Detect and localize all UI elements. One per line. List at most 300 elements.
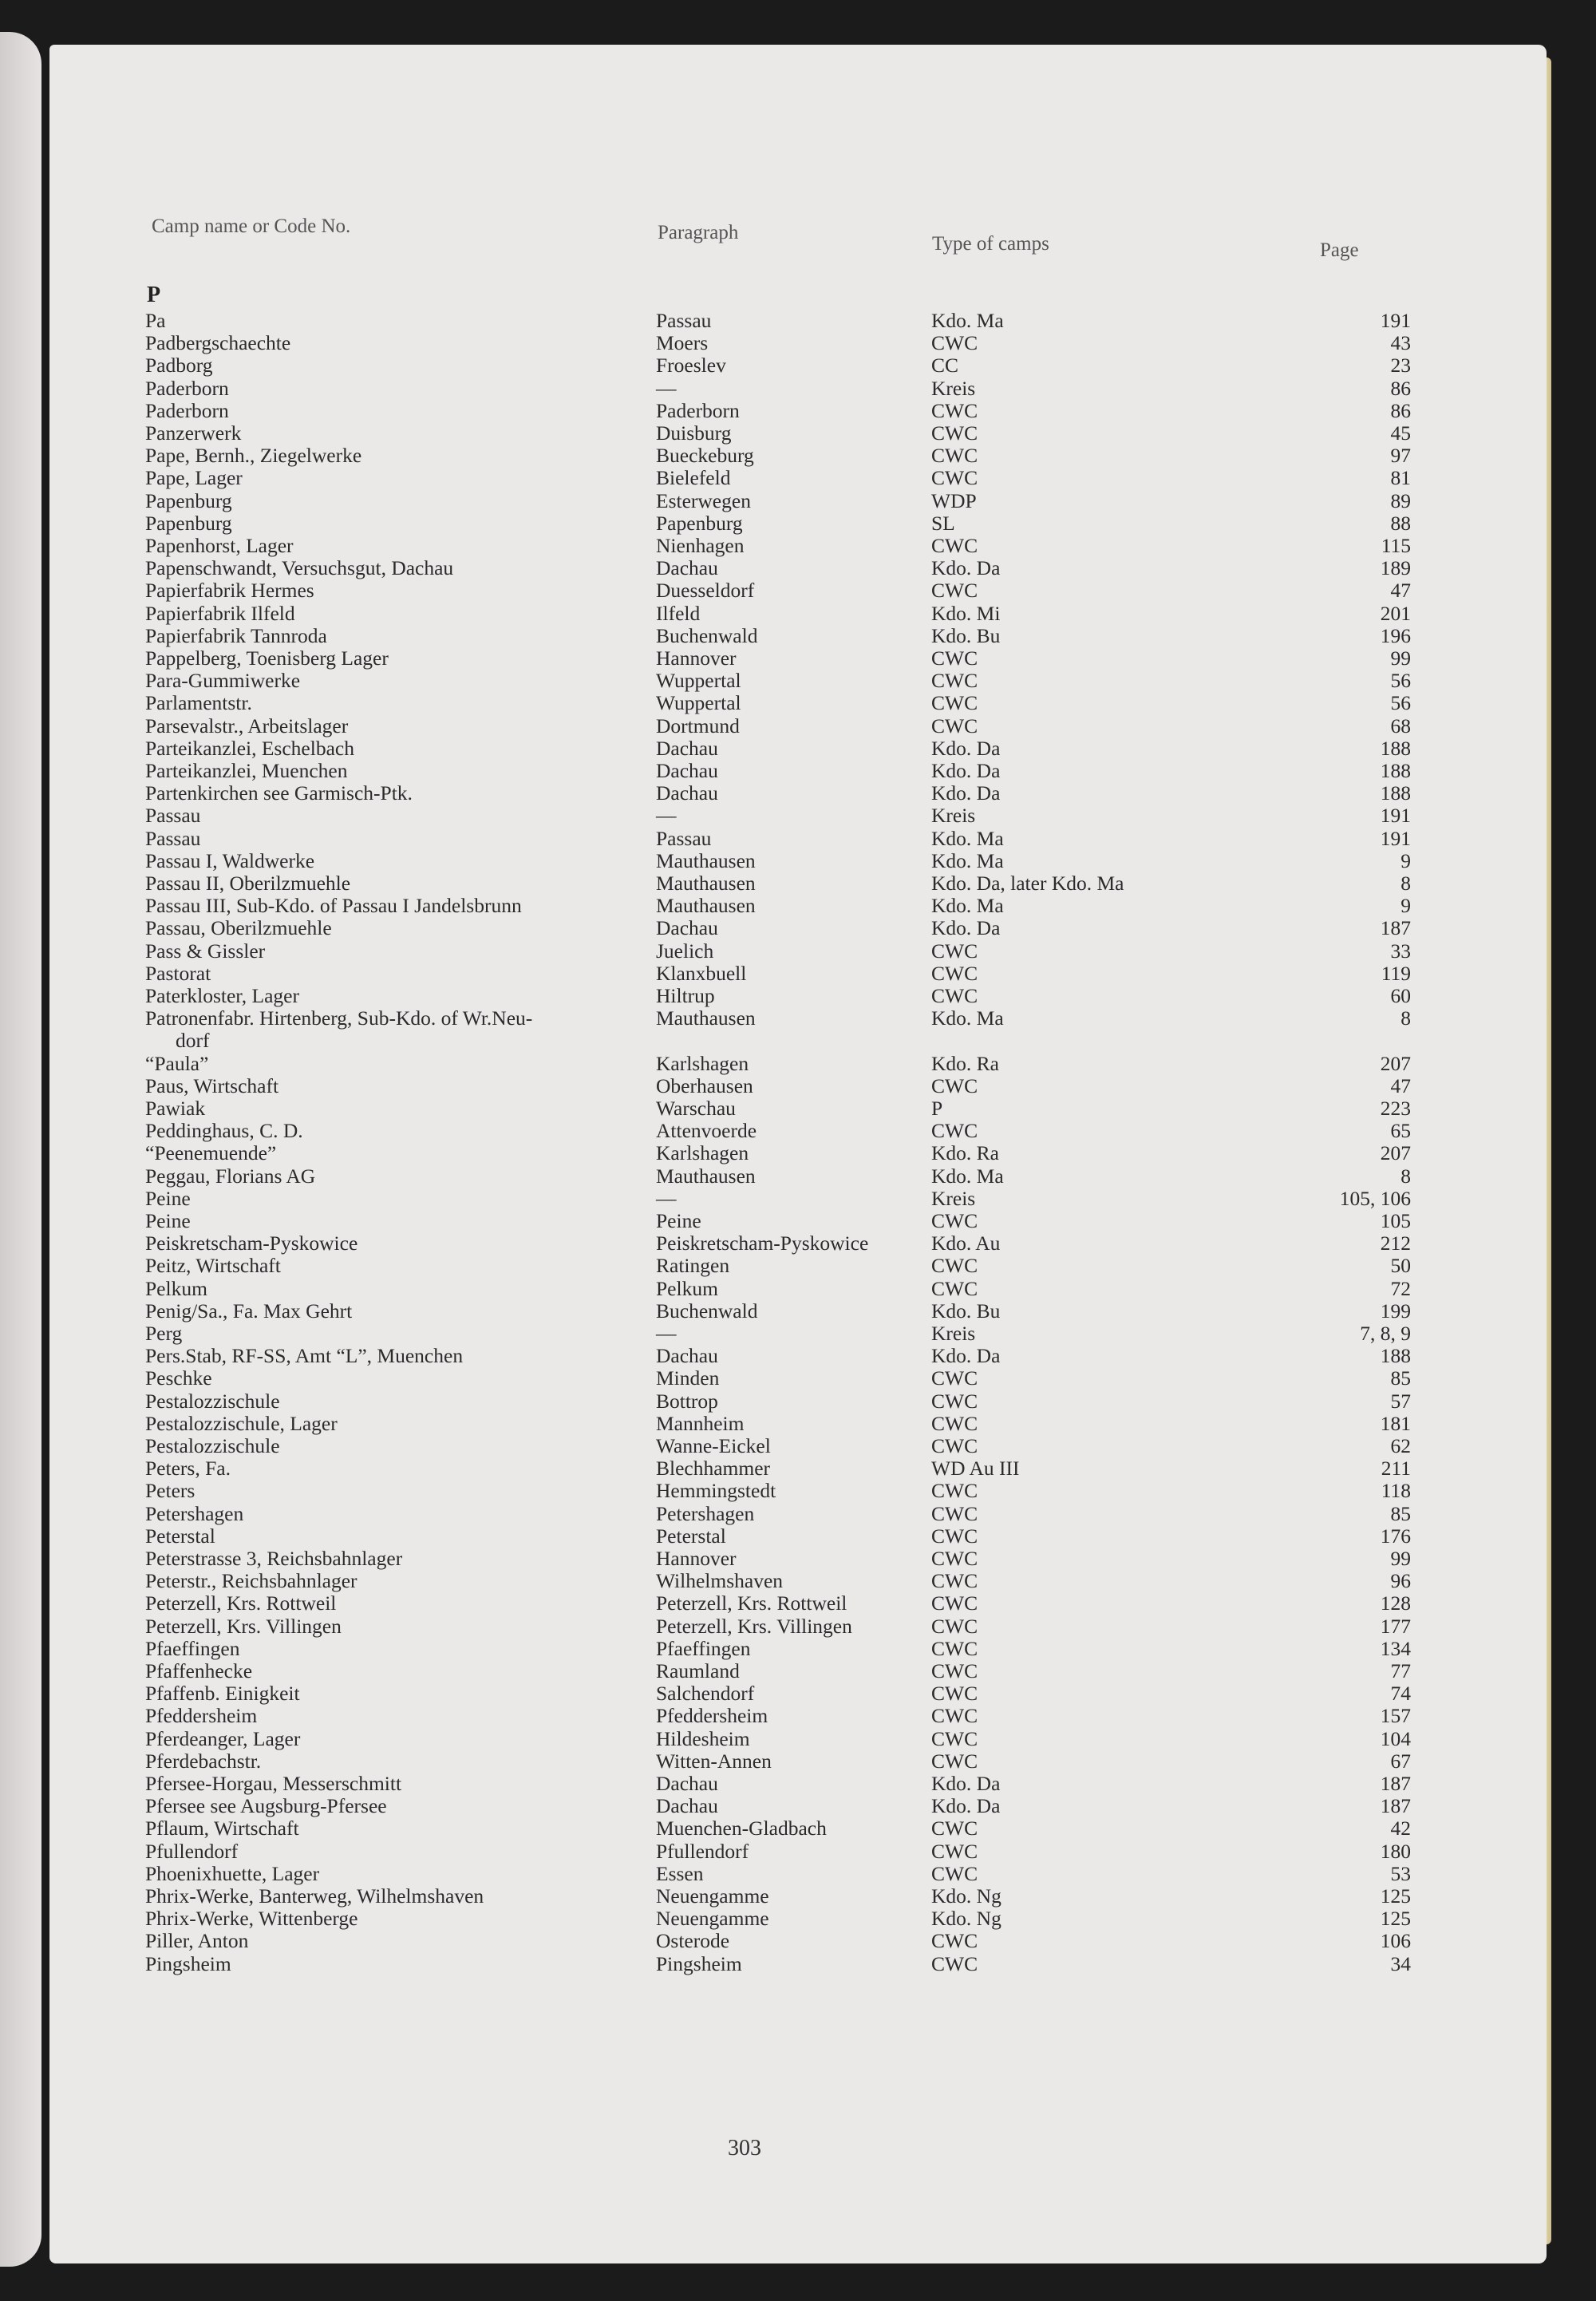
table-row — [49, 332, 1547, 354]
camp-name-cell: “Paula” — [145, 1051, 209, 1075]
page-ref-cell: 8 — [1400, 872, 1411, 895]
table-row — [49, 1728, 1547, 1750]
camp-type-cell: CC — [931, 354, 959, 378]
camp-name-cell: Pape, Lager — [145, 466, 243, 490]
paragraph-cell: Mauthausen — [656, 1006, 756, 1030]
table-row — [49, 512, 1547, 535]
table-row — [49, 1075, 1547, 1097]
table-row — [49, 1638, 1547, 1660]
paragraph-cell: Hannover — [656, 1547, 737, 1570]
camp-name-cell: Pass & Gissler — [145, 939, 266, 963]
camp-name-cell: Peine — [145, 1209, 191, 1232]
camp-type-cell: P — [931, 1097, 943, 1120]
page-ref-cell: 85 — [1390, 1366, 1411, 1390]
camp-name-cell: Pfullendorf — [145, 1839, 239, 1863]
camp-type-cell: CWC — [931, 579, 978, 603]
camp-type-cell: CWC — [931, 669, 978, 693]
camp-type-cell: CWC — [931, 1591, 978, 1615]
table-row — [49, 1232, 1547, 1255]
camp-name-cell: Paderborn — [145, 398, 229, 422]
page-ref-cell: 201 — [1380, 601, 1411, 625]
camp-name-cell: Phrix-Werke, Wittenberge — [145, 1907, 358, 1931]
paragraph-cell: Mauthausen — [656, 894, 756, 918]
paragraph-cell: Passau — [656, 826, 712, 850]
camp-type-cell: Kdo. Da — [931, 916, 1001, 940]
paragraph-cell: Hiltrup — [656, 984, 715, 1007]
camp-name-cell: Passau, Oberilzmuehle — [145, 916, 332, 940]
page-ref-cell: 199 — [1380, 1299, 1411, 1322]
camp-name-cell: Pflaum, Wirtschaft — [145, 1817, 299, 1840]
camp-name-cell: Peine — [145, 1186, 191, 1210]
section-letter: P — [147, 283, 161, 307]
page-ref-cell: 128 — [1380, 1591, 1411, 1615]
paragraph-cell: Wilhelmshaven — [656, 1569, 784, 1593]
paragraph-cell: Mauthausen — [656, 848, 756, 872]
table-row — [49, 1142, 1547, 1164]
camp-type-cell: CWC — [931, 1524, 978, 1548]
table-row — [49, 467, 1547, 489]
table-row — [49, 1840, 1547, 1863]
page-ref-cell: 74 — [1390, 1682, 1411, 1706]
table-row — [49, 1345, 1547, 1367]
camp-name-cell: Papierfabrik Tannroda — [145, 623, 327, 647]
paragraph-cell: Pfaeffingen — [656, 1636, 751, 1660]
camp-name-cell: Peddinghaus, C. D. — [145, 1119, 303, 1143]
table-row — [49, 1908, 1547, 1930]
header-page: Page — [1320, 239, 1359, 261]
page-ref-cell: 43 — [1390, 331, 1411, 355]
camp-type-cell: Kreis — [931, 1186, 976, 1210]
camp-name-cell: Papierfabrik Ilfeld — [145, 601, 295, 625]
camp-name-cell: Papenhorst, Lager — [145, 534, 294, 557]
paragraph-cell: — — [656, 1186, 677, 1210]
paragraph-cell: Pingsheim — [656, 1951, 742, 1975]
page-ref-cell: 99 — [1390, 646, 1411, 670]
page-ref-cell: 81 — [1390, 466, 1411, 490]
page-ref-cell: 47 — [1390, 579, 1411, 603]
table-row — [49, 1120, 1547, 1142]
paragraph-cell: Hemmingstedt — [656, 1479, 776, 1503]
table-row — [49, 445, 1547, 467]
page-ref-cell: 125 — [1380, 1884, 1411, 1908]
paragraph-cell: Peterzell, Krs. Rottweil — [656, 1591, 847, 1615]
camp-name-cell: Pfaffenb. Einigkeit — [145, 1682, 300, 1706]
camp-name-cell: Pfersee-Horgau, Messerschmitt — [145, 1772, 402, 1795]
camp-type-cell: Kdo. Ra — [931, 1051, 999, 1075]
camp-name-cell: Pfersee see Augsburg-Pfersee — [145, 1794, 387, 1818]
camp-name-cell: Paterkloster, Lager — [145, 984, 299, 1007]
camp-type-cell: CWC — [931, 1569, 978, 1593]
table-row — [49, 1953, 1547, 1975]
table-row — [49, 1255, 1547, 1277]
paragraph-cell: Blechhammer — [656, 1457, 771, 1481]
paragraph-cell: Bueckeburg — [656, 444, 754, 468]
page-ref-cell: 7, 8, 9 — [1360, 1322, 1411, 1345]
camp-name-cell: Parteikanzlei, Eschelbach — [145, 736, 354, 760]
camp-name-cell: Patronenfabr. Hirtenberg, Sub-Kdo. of Wr.Neu- — [145, 1006, 533, 1030]
page-ref-cell: 57 — [1390, 1389, 1411, 1413]
camp-name-cell: Peggau, Florians AG — [145, 1164, 316, 1188]
table-row — [49, 1885, 1547, 1908]
camp-type-cell: CWC — [931, 1614, 978, 1638]
table-row — [49, 535, 1547, 557]
paragraph-cell: Duesseldorf — [656, 579, 755, 603]
page-ref-cell: 191 — [1380, 309, 1411, 332]
camp-name-cell: Padborg — [145, 354, 213, 378]
camp-type-cell: CWC — [931, 1119, 978, 1143]
camp-name-cell: Pawiak — [145, 1097, 206, 1120]
table-row — [49, 310, 1547, 332]
paragraph-cell: Buchenwald — [656, 1299, 758, 1322]
camp-name-cell: Peiskretscham-Pyskowice — [145, 1232, 358, 1255]
paragraph-cell: Karlshagen — [656, 1051, 749, 1075]
table-row — [49, 670, 1547, 692]
camp-type-cell: CWC — [931, 1479, 978, 1503]
page-ref-cell: 62 — [1390, 1434, 1411, 1457]
camp-name-cell: Pestalozzischule, Lager — [145, 1411, 338, 1435]
page-ref-cell: 125 — [1380, 1907, 1411, 1931]
table-row — [49, 1592, 1547, 1615]
table-row-continuation — [49, 1030, 1547, 1052]
page-ref-cell: 53 — [1390, 1861, 1411, 1885]
camp-type-cell: CWC — [931, 984, 978, 1007]
camp-name-cell: Pers.Stab, RF-SS, Amt “L”, Muenchen — [145, 1344, 464, 1368]
paragraph-cell: Minden — [656, 1366, 720, 1390]
camp-name-cell: Partenkirchen see Garmisch-Ptk. — [145, 781, 413, 805]
paragraph-cell: Duisburg — [656, 421, 732, 445]
camp-name-cell: Pingsheim — [145, 1951, 231, 1975]
camp-type-cell: Kreis — [931, 804, 976, 828]
page-ref-cell: 97 — [1390, 444, 1411, 468]
camp-type-cell: CWC — [931, 1929, 978, 1953]
camp-name-cell: Passau I, Waldwerke — [145, 848, 315, 872]
camp-type-cell: Kdo. Da — [931, 1344, 1001, 1368]
paragraph-cell: Muenchen-Gladbach — [656, 1817, 827, 1840]
camp-type-cell: Kdo. Da — [931, 781, 1001, 805]
page-ref-cell: 106 — [1380, 1929, 1411, 1953]
camp-type-cell: CWC — [931, 1636, 978, 1660]
camp-name-cell: Papenschwandt, Versuchsgut, Dachau — [145, 556, 454, 580]
camp-type-cell: CWC — [931, 714, 978, 737]
page-ref-cell: 45 — [1390, 421, 1411, 445]
page-ref-cell: 65 — [1390, 1119, 1411, 1143]
paragraph-cell: Dachau — [656, 916, 718, 940]
camp-type-cell: CWC — [931, 1704, 978, 1728]
camp-name-cell: Pastorat — [145, 961, 211, 985]
table-row — [49, 1053, 1547, 1075]
camp-name-cell: Pape, Bernh., Ziegelwerke — [145, 444, 362, 468]
paragraph-cell: Warschau — [656, 1097, 736, 1120]
table-row — [49, 917, 1547, 939]
table-row — [49, 354, 1547, 377]
page-ref-cell: 118 — [1381, 1479, 1411, 1503]
camp-name-cell: Perg — [145, 1322, 183, 1345]
page-ref-cell: 9 — [1400, 848, 1411, 872]
camp-type-cell: CWC — [931, 646, 978, 670]
page-ref-cell: 188 — [1380, 1344, 1411, 1368]
table-row — [49, 400, 1547, 422]
table-row — [49, 1863, 1547, 1885]
camp-type-cell: Kdo. Ra — [931, 1141, 999, 1165]
paragraph-cell: Nienhagen — [656, 534, 745, 557]
paragraph-cell: Wuppertal — [656, 669, 741, 693]
paragraph-cell: Bielefeld — [656, 466, 731, 490]
table-row — [49, 1660, 1547, 1682]
camp-name-cell: Pelkum — [145, 1276, 207, 1300]
camp-type-cell: CWC — [931, 961, 978, 985]
header-paragraph: Paragraph — [658, 222, 739, 243]
paragraph-cell: Hannover — [656, 646, 737, 670]
paragraph-cell: Esterwegen — [656, 488, 751, 512]
camp-name-cell: Papierfabrik Hermes — [145, 579, 314, 603]
camp-type-cell: CWC — [931, 1276, 978, 1300]
paragraph-cell: Attenvoerde — [656, 1119, 757, 1143]
camp-type-cell: Kdo. Bu — [931, 1299, 1001, 1322]
paragraph-cell: Neuengamme — [656, 1884, 769, 1908]
camp-type-cell: CWC — [931, 1682, 978, 1706]
previous-page-edge — [0, 32, 41, 2267]
camp-name-cell: Pferdeanger, Lager — [145, 1726, 301, 1750]
camp-type-cell: Kdo. Ma — [931, 309, 1004, 332]
table-row — [49, 828, 1547, 850]
page-ref-cell: 223 — [1380, 1097, 1411, 1120]
table-row — [49, 1503, 1547, 1525]
header-type: Type of camps — [932, 233, 1049, 255]
page-ref-cell: 9 — [1400, 894, 1411, 918]
table-row — [49, 872, 1547, 895]
camp-type-cell: WD Au III — [931, 1457, 1020, 1481]
camp-name-cell: Paus, Wirtschaft — [145, 1073, 279, 1097]
document-page — [49, 45, 1547, 2263]
table-row — [49, 1278, 1547, 1300]
page-ref-cell: 119 — [1381, 961, 1411, 985]
camp-type-cell: CWC — [931, 1073, 978, 1097]
paragraph-cell: Klanxbuell — [656, 961, 747, 985]
camp-name-cell: Peterstal — [145, 1524, 215, 1548]
camp-type-cell: Kdo. Da — [931, 556, 1001, 580]
table-row — [49, 1390, 1547, 1413]
paragraph-cell: Dachau — [656, 556, 718, 580]
page-ref-cell: 34 — [1390, 1951, 1411, 1975]
camp-type-cell: Kdo. Ma — [931, 848, 1004, 872]
camp-type-cell: CWC — [931, 1411, 978, 1435]
camp-type-cell: CWC — [931, 1209, 978, 1232]
table-row — [49, 1367, 1547, 1390]
camp-type-cell: CWC — [931, 1951, 978, 1975]
page-ref-cell: 8 — [1400, 1006, 1411, 1030]
table-row — [49, 1548, 1547, 1570]
page-ref-cell: 189 — [1380, 556, 1411, 580]
table-row — [49, 1097, 1547, 1120]
paragraph-cell: Papenburg — [656, 511, 743, 535]
table-row — [49, 603, 1547, 625]
page-ref-cell: 99 — [1390, 1547, 1411, 1570]
camp-type-cell: CWC — [931, 691, 978, 715]
page-ref-cell: 67 — [1390, 1749, 1411, 1773]
paragraph-cell: Oberhausen — [656, 1073, 753, 1097]
table-row — [49, 378, 1547, 400]
camp-name-continuation: dorf — [176, 1029, 210, 1053]
camp-type-cell: Kdo. Da — [931, 759, 1001, 782]
camp-type-cell: CWC — [931, 1389, 978, 1413]
page-ref-cell: 33 — [1390, 939, 1411, 963]
camp-name-cell: Peterstrasse 3, Reichsbahnlager — [145, 1547, 403, 1570]
table-row — [49, 760, 1547, 782]
paragraph-cell: Dachau — [656, 1344, 718, 1368]
camp-type-cell: SL — [931, 511, 955, 535]
camp-type-cell: Kdo. Ng — [931, 1907, 1001, 1931]
table-row — [49, 1210, 1547, 1232]
camp-name-cell: Pappelberg, Toenisberg Lager — [145, 646, 389, 670]
page-ref-cell: 188 — [1380, 759, 1411, 782]
paragraph-cell: Essen — [656, 1861, 704, 1885]
camp-name-cell: Phrix-Werke, Banterweg, Wilhelmshaven — [145, 1884, 484, 1908]
camp-name-cell: Passau II, Oberilzmuehle — [145, 872, 351, 895]
table-row — [49, 1615, 1547, 1638]
paragraph-cell: Peiskretscham-Pyskowice — [656, 1232, 869, 1255]
page-ref-cell: 105 — [1380, 1209, 1411, 1232]
paragraph-cell: Froeslev — [656, 354, 726, 378]
camp-type-cell: WDP — [931, 488, 977, 512]
table-row — [49, 1188, 1547, 1210]
table-row — [49, 1930, 1547, 1952]
camp-name-cell: Pferdebachstr. — [145, 1749, 262, 1773]
paragraph-cell: Raumland — [656, 1659, 740, 1682]
camp-name-cell: Parsevalstr., Arbeitslager — [145, 714, 349, 737]
page-ref-cell: 181 — [1380, 1411, 1411, 1435]
page-ref-cell: 191 — [1380, 804, 1411, 828]
paragraph-cell: Salchendorf — [656, 1682, 755, 1706]
page-ref-cell: 86 — [1390, 398, 1411, 422]
page-ref-cell: 187 — [1380, 1772, 1411, 1795]
table-row — [49, 1773, 1547, 1795]
paragraph-cell: Dachau — [656, 1772, 718, 1795]
table-row — [49, 625, 1547, 647]
page-ref-cell: 191 — [1380, 826, 1411, 850]
camp-type-cell: Kreis — [931, 376, 976, 400]
camp-type-cell: Kdo. Au — [931, 1232, 1001, 1255]
page-ref-cell: 211 — [1381, 1457, 1411, 1481]
camp-type-cell: CWC — [931, 1547, 978, 1570]
page-ref-cell: 23 — [1390, 354, 1411, 378]
paragraph-cell: Buchenwald — [656, 623, 758, 647]
page-ref-cell: 157 — [1380, 1704, 1411, 1728]
camp-type-cell: Kreis — [931, 1322, 976, 1345]
table-row — [49, 1682, 1547, 1705]
page-ref-cell: 68 — [1390, 714, 1411, 737]
paragraph-cell: Osterode — [656, 1929, 730, 1953]
camp-name-cell: Pfeddersheim — [145, 1704, 258, 1728]
page-ref-cell: 42 — [1390, 1817, 1411, 1840]
camp-type-cell: CWC — [931, 939, 978, 963]
paragraph-cell: Pfullendorf — [656, 1839, 749, 1863]
camp-type-cell: CWC — [931, 1726, 978, 1750]
paragraph-cell: Bottrop — [656, 1389, 718, 1413]
camp-name-cell: Pfaeffingen — [145, 1636, 240, 1660]
camp-type-cell: CWC — [931, 444, 978, 468]
paragraph-cell: Mannheim — [656, 1411, 745, 1435]
paragraph-cell: Juelich — [656, 939, 714, 963]
camp-name-cell: Peterstr., Reichsbahnlager — [145, 1569, 358, 1593]
paragraph-cell: Peine — [656, 1209, 701, 1232]
page-ref-cell: 134 — [1380, 1636, 1411, 1660]
camp-name-cell: Pfaffenhecke — [145, 1659, 253, 1682]
page-ref-cell: 207 — [1380, 1051, 1411, 1075]
paragraph-cell: Paderborn — [656, 398, 740, 422]
page-ref-cell: 176 — [1380, 1524, 1411, 1548]
camp-name-cell: Parteikanzlei, Muenchen — [145, 759, 348, 782]
table-row — [49, 1413, 1547, 1435]
page-ref-cell: 96 — [1390, 1569, 1411, 1593]
camp-name-cell: Passau III, Sub-Kdo. of Passau I Jandelsbrunn — [145, 894, 522, 918]
paragraph-cell: Pelkum — [656, 1276, 718, 1300]
page-ref-cell: 77 — [1390, 1659, 1411, 1682]
camp-name-cell: Peters, Fa. — [145, 1457, 231, 1481]
camp-type-cell: CWC — [931, 331, 978, 355]
camp-name-cell: Peterzell, Krs. Rottweil — [145, 1591, 337, 1615]
paragraph-cell: Wuppertal — [656, 691, 741, 715]
page-ref-cell: 188 — [1380, 736, 1411, 760]
paragraph-cell: — — [656, 804, 677, 828]
camp-type-cell: CWC — [931, 466, 978, 490]
paragraph-cell: Peterzell, Krs. Villingen — [656, 1614, 852, 1638]
camp-name-cell: Pa — [145, 309, 166, 332]
paragraph-cell: Moers — [656, 331, 709, 355]
page-ref-cell: 47 — [1390, 1073, 1411, 1097]
table-row — [49, 1817, 1547, 1840]
page-ref-cell: 50 — [1390, 1254, 1411, 1278]
paragraph-cell: Passau — [656, 309, 712, 332]
page-ref-cell: 196 — [1380, 623, 1411, 647]
table-row — [49, 1705, 1547, 1727]
camp-type-cell: Kdo. Da, later Kdo. Ma — [931, 872, 1124, 895]
table-row — [49, 805, 1547, 827]
page-ref-cell: 88 — [1390, 511, 1411, 535]
table-row — [49, 1322, 1547, 1345]
page-ref-cell: 56 — [1390, 669, 1411, 693]
camp-name-cell: Papenburg — [145, 488, 232, 512]
camp-type-cell: CWC — [931, 1366, 978, 1390]
paragraph-cell: Dortmund — [656, 714, 740, 737]
paragraph-cell: Petershagen — [656, 1501, 755, 1525]
page-ref-cell: 207 — [1380, 1141, 1411, 1165]
paragraph-cell: Mauthausen — [656, 872, 756, 895]
page-ref-cell: 187 — [1380, 1794, 1411, 1818]
camp-name-cell: “Peenemuende” — [145, 1141, 277, 1165]
camp-name-cell: Parlamentstr. — [145, 691, 252, 715]
camp-name-cell: Passau — [145, 804, 201, 828]
table-row — [49, 985, 1547, 1007]
paragraph-cell: — — [656, 1322, 677, 1345]
paragraph-cell: Dachau — [656, 781, 718, 805]
table-row — [49, 647, 1547, 670]
camp-type-cell: Kdo. Ma — [931, 826, 1004, 850]
table-row — [49, 1165, 1547, 1188]
table-row — [49, 715, 1547, 737]
camp-type-cell: CWC — [931, 1749, 978, 1773]
paragraph-cell: Witten-Annen — [656, 1749, 772, 1773]
camp-name-cell: Phoenixhuette, Lager — [145, 1861, 320, 1885]
camp-name-cell: Passau — [145, 826, 201, 850]
table-row — [49, 782, 1547, 805]
camp-name-cell: Peitz, Wirtschaft — [145, 1254, 281, 1278]
table-row — [49, 422, 1547, 445]
camp-type-cell: CWC — [931, 398, 978, 422]
camp-type-cell: CWC — [931, 534, 978, 557]
camp-name-cell: Panzerwerk — [145, 421, 242, 445]
camp-type-cell: Kdo. Ma — [931, 894, 1004, 918]
camp-type-cell: Kdo. Mi — [931, 601, 1001, 625]
